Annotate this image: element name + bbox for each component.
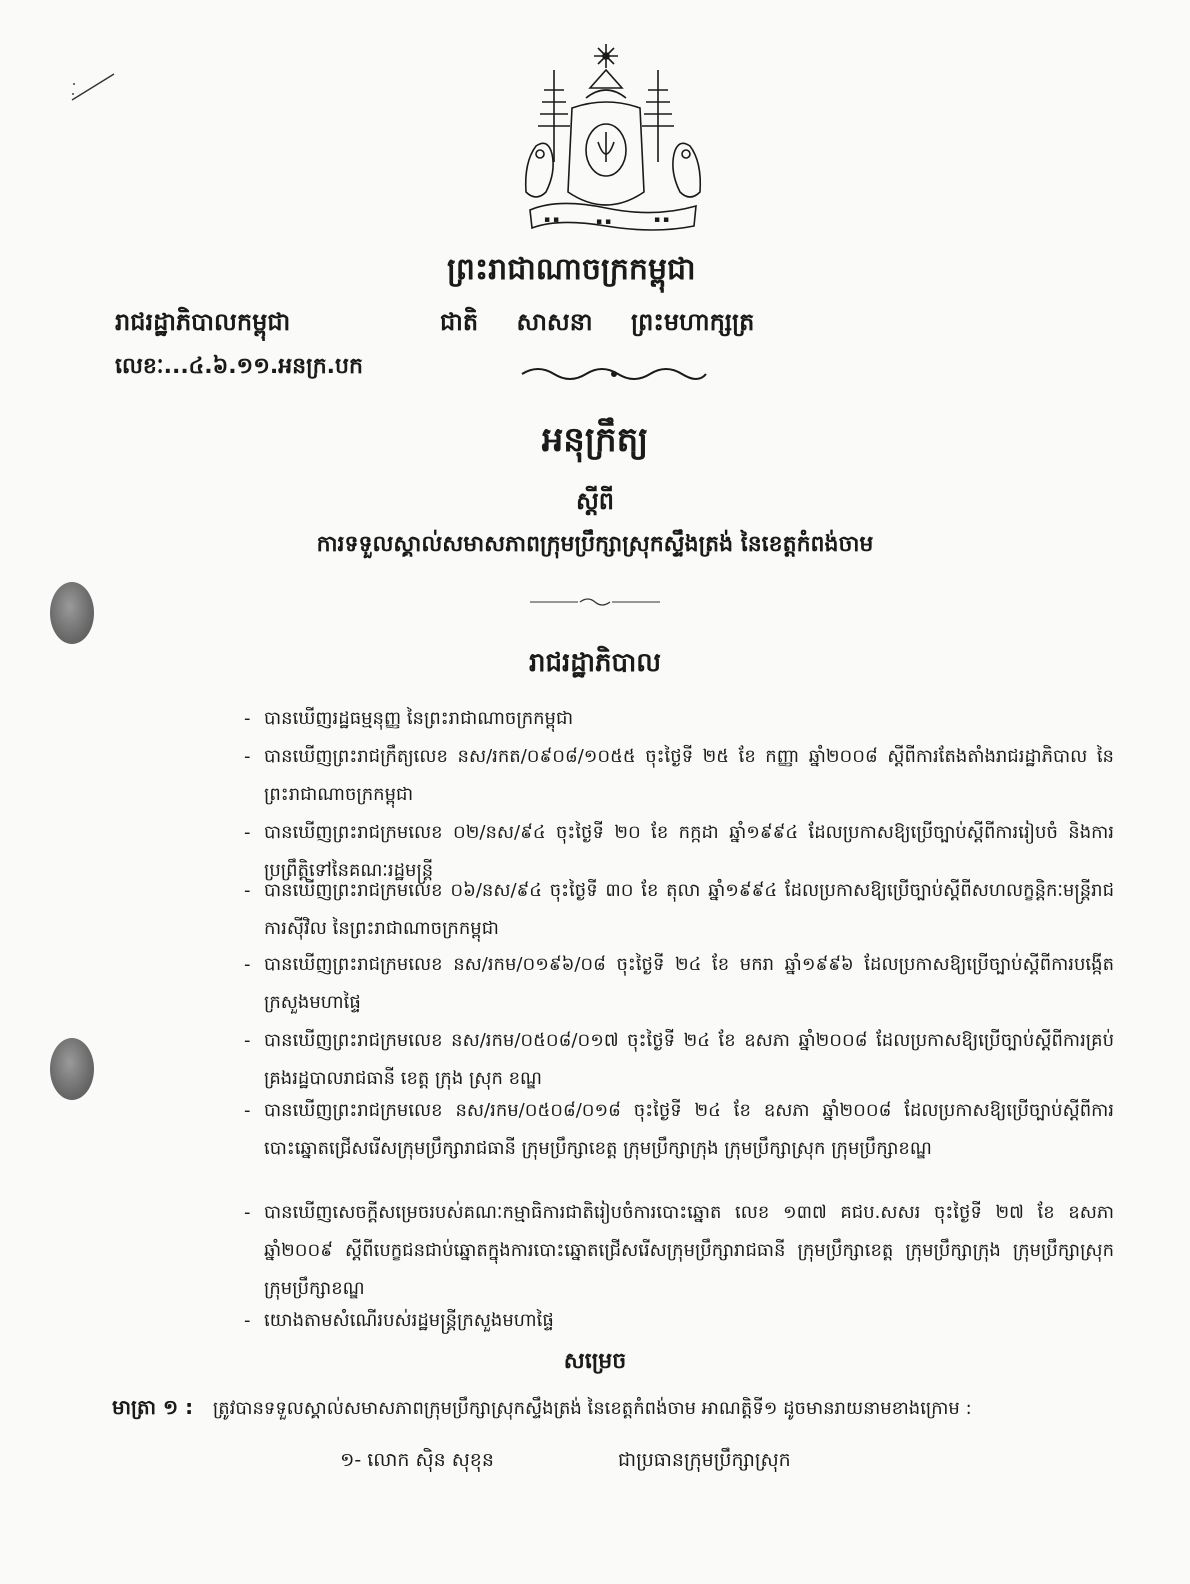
svg-text:▪ ▪: ▪ ▪ (544, 215, 560, 225)
punch-hole-top (50, 582, 94, 644)
visa-item: - យោងតាមសំណើរបស់រដ្ឋមន្ត្រីក្រសួងមហាផ្ទៃ (244, 1310, 554, 1331)
government-label: រាជរដ្ឋាភិបាលកម្ពុជា (115, 308, 291, 336)
ornament-divider (518, 362, 710, 384)
document-subject: ការទទួលស្គាល់សមាសភាពក្រុមប្រឹក្សាស្រុកស្ទឹងត្រង់ នៃខេត្តកំពង់ចាម (316, 532, 874, 557)
svg-text:▪ ▪: ▪ ▪ (596, 217, 612, 227)
visa-item: - បានឃើញព្រះរាជក្រមលេខ នស/រកម/០១៩៦/០៨ ចុះថ្ងៃទី ២៤ ខែ មករា ឆ្នាំ១៩៩៦ ដែលប្រកាសឱ្យប្រើច្បាប់ស្តីពីការបង្កើតក្រសួងមហាផ្ទៃ (244, 954, 1114, 1013)
visa-item: - បានឃើញព្រះរាជក្រមលេខ ០៦/នស/៩៤ ចុះថ្ងៃទី ៣០ ខែ តុលា ឆ្នាំ១៩៩៤ ដែលប្រកាសឱ្យប្រើច្បាប់ស្តីពីសហលក្ខន្តិកៈមន្ត្រីរាជការស៊ីវិល នៃព្រះរាជាណាចក្រកម្ពុជា (244, 880, 1114, 939)
visa-item: - បានឃើញព្រះរាជក្រឹត្យលេខ នស/រកត/០៩០៨/១០៥៥ ចុះថ្ងៃទី ២៥ ខែ កញ្ញា ឆ្នាំ២០០៨ ស្តីពីការតែងតាំងរាជរដ្ឋាភិបាល នៃព្រះរាជាណាចក្រកម្ពុជា (244, 746, 1114, 805)
decision-heading: សម្រេច (563, 1349, 627, 1374)
visa-item: - បានឃើញសេចក្តីសម្រេចរបស់គណៈកម្មាធិការជាតិរៀបចំការបោះឆ្នោត លេខ ១៣៧ គជប.សសរ ចុះថ្ងៃទី ២៧ ខែ ឧសភា ឆ្នាំ២០០៩ ស្តីពីបេក្ខជនជាប់ឆ្នោតក្នុងការបោះឆ្នោតជ្រើសរើសក្រុមប្រឹក្សារាជធានី ក្រុមប្រឹក្សាខេត្ត ក្រុមប្រឹក្សាក្រុង ក្រុមប្រឹក្សាស្រុក ក្រុមប្រឹក្សាខណ្ឌ (244, 1202, 1114, 1299)
punch-hole-bottom (50, 1038, 94, 1100)
article-1 (112, 1394, 1122, 1424)
member-name: ១- លោក ស៊ិន សុខុន (340, 1449, 494, 1471)
member-role: ជាប្រធានក្រុមប្រឹក្សាស្រុក (618, 1449, 791, 1471)
issuing-authority: រាជរដ្ឋាភិបាល (528, 648, 662, 678)
visa-item: - បានឃើញព្រះរាជក្រមលេខ នស/រកម/០៥០៨/០១៧ ចុះថ្ងៃទី ២៤ ខែ ឧសភា ឆ្នាំ២០០៨ ដែលប្រកាសឱ្យប្រើច្បាប់ស្តីពីការគ្រប់គ្រងរដ្ឋបាលរាជធានី ខេត្ត ក្រុង ស្រុក ខណ្ឌ (244, 1030, 1114, 1089)
pen-mark (70, 70, 116, 106)
visa-item: - បានឃើញព្រះរាជក្រមលេខ នស/រកម/០៥០៨/០១៨ ចុះថ្ងៃទី ២៤ ខែ ឧសភា ឆ្នាំ២០០៨ ដែលប្រកាសឱ្យប្រើច្បាប់ស្តីពីការបោះឆ្នោតជ្រើសរើសក្រុមប្រឹក្សារាជធានី ក្រុមប្រឹក្សាខេត្ត ក្រុមប្រឹក្សាក្រុង ក្រុមប្រឹក្សាស្រុក ក្រុមប្រឹក្សាខណ្ឌ (244, 1100, 1114, 1159)
national-motto: ជាតិ សាសនា ព្រះមហាក្សត្រ (440, 308, 755, 336)
royal-coat-of-arms-emblem (518, 42, 708, 234)
visa-item: - បានឃើញរដ្ឋធម្មនុញ្ញ នៃព្រះរាជាណាចក្រកម្ពុជា (244, 708, 574, 729)
section-divider (530, 596, 660, 608)
svg-text:▪ ▪: ▪ ▪ (654, 215, 670, 225)
article-1-label: មាត្រា ១ : (112, 1395, 194, 1419)
document-type-title: អនុក្រឹត្យ (541, 420, 649, 460)
kingdom-heading: ព្រះរាជាណាចក្រកម្ពុជា (447, 252, 696, 287)
reference-number: លេខៈ...៤.៦.១១.អនក្រ.បក (115, 354, 363, 379)
visa-item: - បានឃើញព្រះរាជក្រមលេខ ០២/នស/៩៤ ចុះថ្ងៃទី ២០ ខែ កក្កដា ឆ្នាំ១៩៩៤ ដែលប្រកាសឱ្យប្រើច្បាប់ស្តីពីការរៀបចំ និងការប្រព្រឹត្តិទៅនៃគណៈរដ្ឋមន្ត្រី (244, 822, 1114, 881)
about-label: ស្តីពី (575, 487, 615, 515)
article-1-text: ត្រូវបានទទួលស្គាល់សមាសភាពក្រុមប្រឹក្សាស្រុកស្ទឹងត្រង់ នៃខេត្តកំពង់ចាម អាណត្តិទី១ ដូចមានរាយនាមខាងក្រោម : (212, 1398, 972, 1419)
